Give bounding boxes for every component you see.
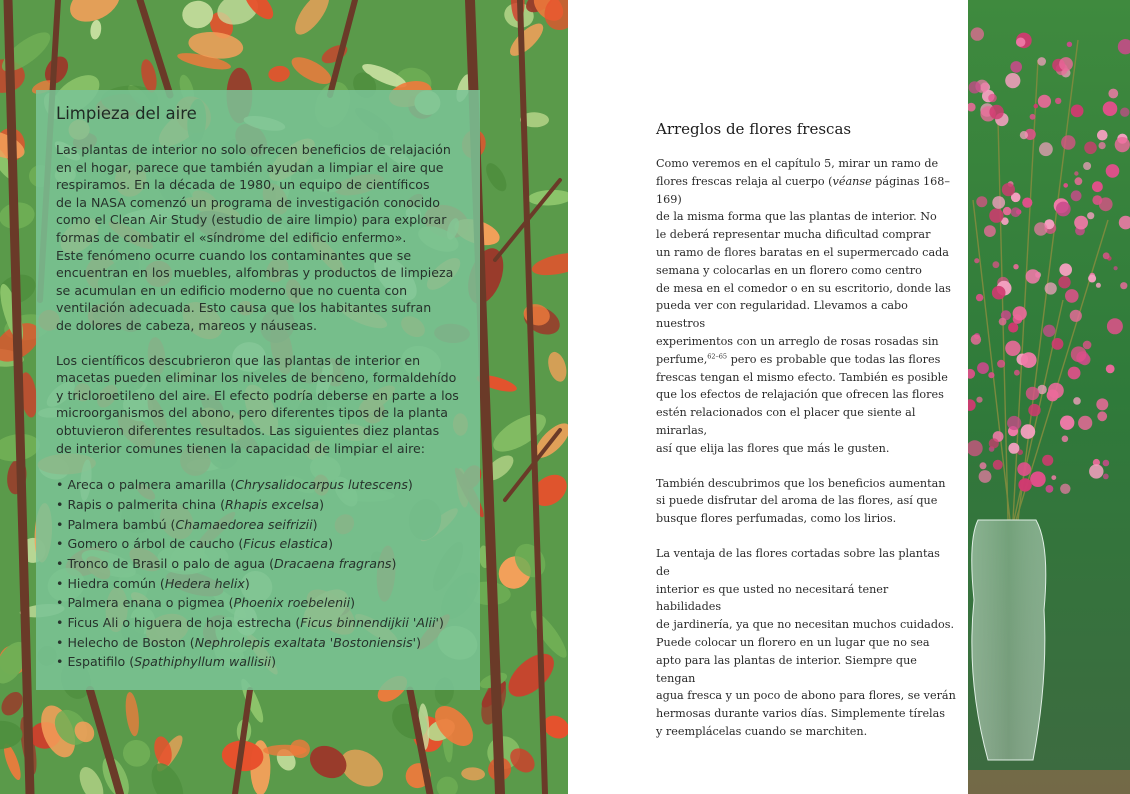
- flower-vase-photo: [968, 0, 1130, 794]
- section-title: Limpieza del aire: [56, 104, 197, 123]
- plant-list-item: • Gomero o árbol de caucho (Ficus elastica): [56, 534, 462, 554]
- paragraph-aroma: También descubrimos que los beneficios aumentan si puede disfrutar del aroma de las flores, así que busque flores perfumadas, como los lirios.: [656, 476, 946, 526]
- air-cleaning-plant-list: [56, 475, 462, 672]
- plant-list-item: • Areca o palmera amarilla (Chrysalidocarpus lutescens): [56, 475, 462, 495]
- plant-list-item: • Helecho de Boston (Nephrolepis exaltata 'Bostoniensis'): [56, 633, 462, 653]
- plant-list-item: • Palmera bambú (Chamaedorea seifrizii): [56, 515, 462, 535]
- plant-list-item: • Tronco de Brasil o palo de agua (Dracaena fragrans): [56, 554, 462, 574]
- paragraph-cut-flowers-advantage: La ventaja de las flores cortadas sobre las plantas de interior es que usted no necesitará tener habilidades de jardinería, ya que no necesitan muchos cuidados. Puede colocar un florero en un lugar que no sea apto para las plantas de interior. Siempre que tengan agua fresca y un poco de abono para flores, se verán hermosas durante varios días. Simplemente tírelas y reemplácelas cuando se marchiten.: [656, 546, 956, 738]
- article-title: Arreglos de flores frescas: [656, 120, 852, 138]
- plant-list-item: • Espatifilo (Spathiphyllum wallisii): [56, 652, 462, 672]
- paragraph-flowers-relax: Como veremos en el capítulo 5, mirar un ramo de flores frescas relaja al cuerpo (véanse páginas 168–169) de la misma forma que las plantas de interior. No le deberá representar mucha dificultad comprar un ramo de flores baratas en el supermercado cada semana y colocarlas en un florero como centro de mesa en el comedor o en su escritorio, donde las pueda ver con regularidad. Llevamos a cabo nuestros experimentos con un arreglo de rosas rosadas sin perfume,$^{62-65}$ pero es probable que todas las flores frescas tengan el mismo efecto. También es posible que los efectos de relajación que ofrecen las flores estén relacionados con el placer que siente al mirarlas, así que elija las flores que más le gusten.: [656, 157, 951, 455]
- paragraph-nasa-study: Las plantas de interior no solo ofrecen beneficios de relajación en el hogar, parece que también ayudan a limpiar el aire que respiramos. En la década de 1980, un equipo de científicos de la NASA comenzó un programa de investigación conocido como el Clean Air Study (estudio de aire limpio) para explorar formas de combatir el «síndrome del edificio enfermo». Este fenómeno ocurre cuando los contaminantes que se encuentran en los muebles, alfombras y productos de limpieza se acumulan en un edificio moderno que no cuenta con ventilación adecuada. Esto causa que los habitantes sufran de dolores de cabeza, mareos y náuseas.: [56, 142, 454, 333]
- plant-list-item: • Ficus Ali o higuera de hoja estrecha (Ficus binnendijkii 'Alii'): [56, 613, 462, 633]
- flower-vase-image: [968, 0, 1130, 794]
- plant-list-item: • Hiedra común (Hedera helix): [56, 574, 462, 594]
- right-page: [568, 0, 968, 794]
- plant-list-item: • Rapis o palmerita china (Rhapis excelsa): [56, 495, 462, 515]
- paragraph-findings: Los científicos descubrieron que las plantas de interior en macetas pueden eliminar los niveles de benceno, formaldehído y tricloroetileno del aire. El efecto podría deberse en parte a los microorganismos del abono, pero diferentes tipos de la planta obtuvieron diferentes resultados. Las siguientes diez plantas de interior comunes tienen la capacidad de limpiar el aire:: [56, 352, 459, 456]
- air-cleaning-panel: [36, 90, 480, 690]
- fresh-flowers-article: [656, 120, 956, 741]
- plant-list-item: • Palmera enana o pigmea (Phoenix roebelenii): [56, 593, 462, 613]
- citation-superscript: 62–65: [707, 352, 728, 361]
